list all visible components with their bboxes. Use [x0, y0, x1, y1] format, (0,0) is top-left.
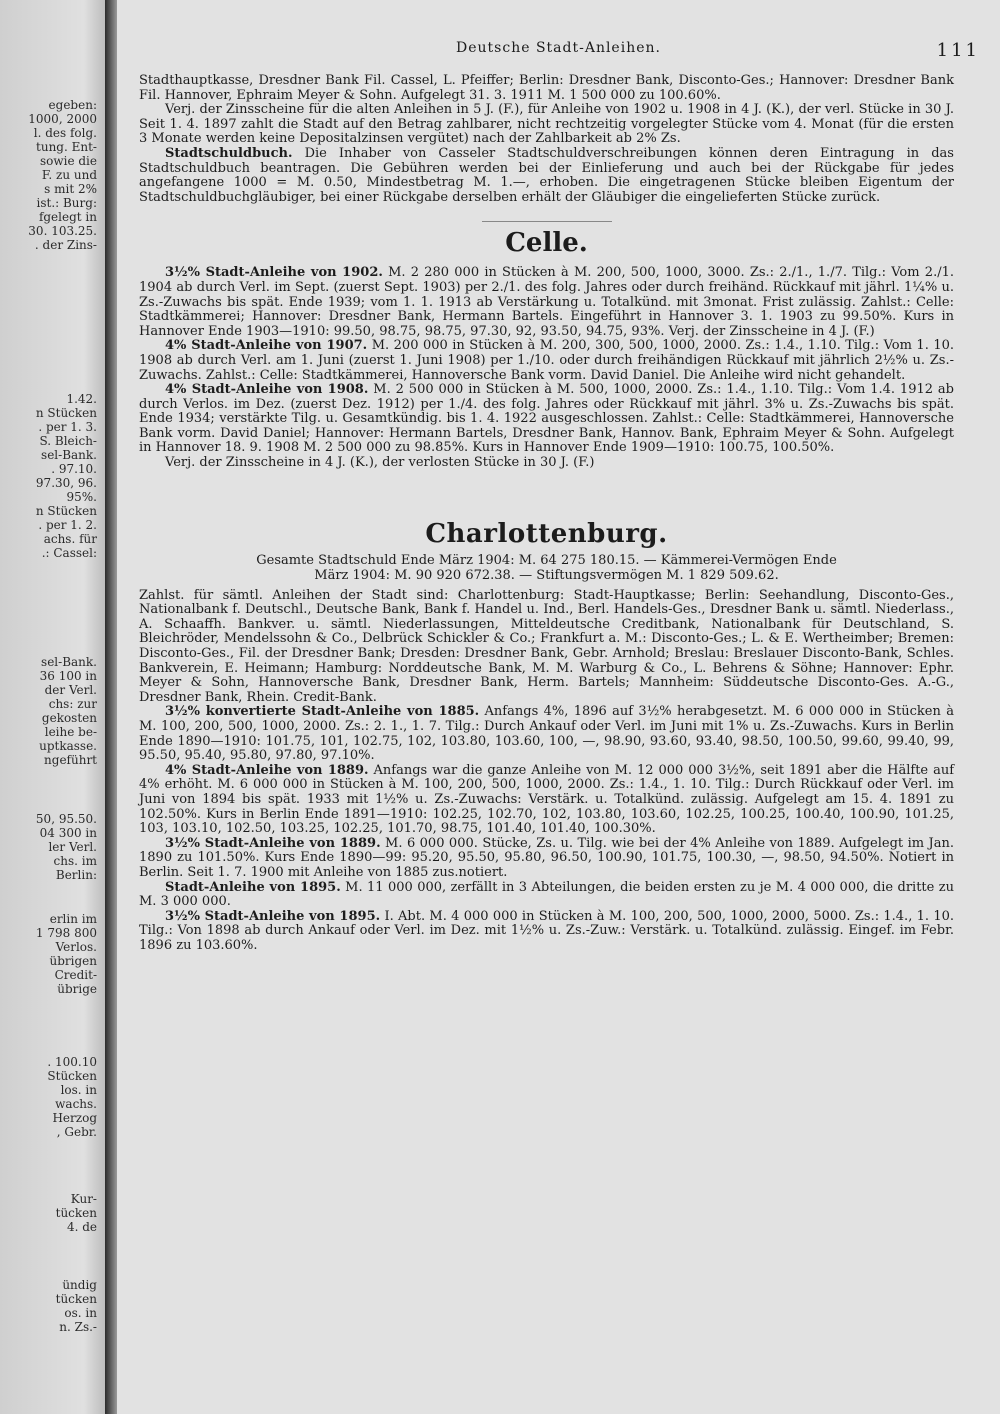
loan-entry — [139, 339, 954, 383]
margin-fragment: übrigen — [49, 954, 97, 968]
margin-fragment: 50, 95.50. — [35, 812, 97, 826]
margin-fragment: Herzog — [52, 1111, 97, 1125]
margin-fragment: 1000, 2000 — [28, 112, 97, 126]
loan-text: M. 200 000 in Stücken à M. 200, 300, 500, 1000, 2000. Zs.: 1.4., 1.10. Tilg.: Vom 1. 10. 1908 ab durch Verl. am 1. Juni (zuerst 1. Juni 1908) per 1./10. oder durch freihändigen Rückkauf mit jährlich 2½% u. Zs.-Zuwachs. Zahlst.: Celle: Stadtkämmerei, Hannoversche Bank vorm. David Daniel. Die Anleihe wird nicht gehandelt. — [139, 338, 955, 383]
loan-label: 3½% Stadt-Anleihe von 1889. — [165, 835, 381, 851]
section-divider — [482, 221, 612, 222]
margin-fragment: os. in — [64, 1306, 97, 1320]
margin-fragment: n. Zs.- — [59, 1320, 97, 1334]
loan-text: Anfangs 4%, 1896 auf 3½% herabgesetzt. M. 6 000 000 in Stücken à M. 100, 200, 500, 1000, 2000. Zs.: 2. 1., 1. 7. Tilg.: Durch Ankauf oder Verl. im Juni mit 1% u. Zs.-Zuwachs. Kurs in Berlin Ende 1890—1910: 101.75, 101, 102.75, 102, 103.80, 103.60, 100, —, 98.90, 93.60, 93.40, 98.50, 100.50, 99.60, 99.40, 99, 95.50, 95.40, 95.80, 97.80, 97.10%. — [139, 704, 954, 764]
margin-fragment: 4. de — [66, 1220, 97, 1234]
margin-fragment: ündig — [62, 1278, 97, 1292]
margin-fragment: . der Zins- — [34, 238, 97, 252]
loan-entry — [139, 383, 954, 456]
margin-fragment: sel-Bank. — [41, 655, 97, 669]
margin-fragment: ler Verl. — [48, 840, 97, 854]
zahlstellen-paragraph: Zahlst. für sämtl. Anleihen der Stadt sind: Charlottenburg: Stadt-Hauptkasse; Berlin: Seehandlung, Disconto-Ges., Nationalbank f. Deutschl., Deutsche Bank, Bank f. Handel u. Ind., Berl. Handels-Ges., Dresdner Bank u. sämtl. Niederlass., A. Schaaffh. Bankver. u. sämtl. Niederlassungen, Mitteldeutsche Creditbank, Nationalbank für Deutschland, S. Bleichröder, Mendelssohn & Co., Delbrück Schickler & Co.; Frankfurt a. M.: Disconto-Ges.; L. & E. Wertheimber; Bremen: Disconto-Ges., Fil. der Dresdner Bank; Dresden: Dresdner Bank, Gebr. Arnhold; Breslau: Breslauer Disconto-Bank, Schles. Bankverein, E. Heimann; Hamburg: Norddeutsche Bank, M. M. Warburg & Co., L. Behrens & Söhne; Hannover: Ephr. Meyer & Sohn, Hannoversche Bank, Dresdner Bank, Herm. Bartels; Mannheim: Süddeutsche Disconto-Ges. A.-G., Dresdner Bank, Rhein. Credit-Bank. — [139, 587, 954, 705]
cassel-verjaehrung-paragraph: Verj. der Zinsscheine für die alten Anleihen in 5 J. (F.), für Anleihe von 1902 u. 1908 in 4 J. (K.), der verl. Stücke in 30 J. Seit 1. 4. 1897 zahlt die Stadt auf den Betrag zahlbarer, nicht rechtzeitig vorgelegter Stücke vom 4. Monat (für die ersten 3 Monate werden keine Depositalzinsen vergütet) nach der Zahlbarkeit ab 2% Zs. — [139, 102, 954, 147]
loan-text: M. 11 000 000, zerfällt in 3 Abteilungen, die beiden ersten zu je M. 4 000 000, die dritte zu M. 3 000 000. — [139, 879, 954, 910]
section-title-celle: Celle. — [505, 228, 588, 259]
loan-entry — [139, 881, 954, 910]
stadtschuldbuch-label: Stadtschuldbuch. — [165, 145, 293, 161]
stadtschuldbuch-paragraph — [139, 147, 954, 205]
margin-fragment: tung. Ent- — [36, 140, 97, 154]
margin-fragment: Berlin: — [55, 868, 97, 882]
margin-fragment: gekosten — [41, 711, 97, 725]
margin-fragment: tücken — [55, 1206, 97, 1220]
margin-fragment: 95%. — [66, 490, 97, 504]
loan-label: Stadt-Anleihe von 1895. — [165, 879, 341, 895]
margin-fragment: sowie die — [39, 154, 97, 168]
margin-fragment: fgelegt in — [38, 210, 97, 224]
margin-fragment: der Verl. — [44, 683, 97, 697]
margin-fragment: 30. 103.25. — [28, 224, 97, 238]
margin-fragment: los. in — [60, 1083, 97, 1097]
margin-fragment: uptkasse. — [39, 739, 97, 753]
margin-fragment: ngeführt — [44, 753, 97, 767]
margin-fragment: n Stücken — [35, 504, 97, 518]
stadtschuldbuch-text: Die Inhaber von Casseler Stadtschuldverschreibungen können deren Eintragung in das Stadtschuldbuch beantragen. Die Gebühren werden bei der Einlieferung und auch bei der Rückgabe für jedes angefangene 1000 = M. 0.50, Mindestbetrag M. 1.—, erhoben. Die eingetragenen Stücke bleiben Eigentum der Stadtschuldbuchgläubiger, bei einer Rückgabe derselben erhält der Gläubiger die eingelieferten Stücke zurück. — [139, 145, 954, 205]
loan-label: 3½% Stadt-Anleihe von 1895. — [165, 908, 381, 924]
loan-entry — [139, 764, 954, 837]
section-title-charlottenburg: Charlottenburg. — [425, 518, 668, 549]
margin-fragment: tücken — [55, 1292, 97, 1306]
loan-entry — [139, 910, 954, 954]
summary-line: Gesamte Stadtschuld Ende März 1904: M. 64 275 180.15. — Kämmerei-Vermögen Ende — [256, 552, 837, 568]
margin-fragment: 36 100 in — [39, 669, 97, 683]
loan-text: M. 6 000 000. Stücke, Zs. u. Tilg. wie bei der 4% Anleihe von 1889. Aufgelegt im Jan. 1890 zu 101.50%. Kurs Ende 1890—99: 95.20, 95.50, 95.80, 96.50, 100.90, 101.75, 100.30, —, 98.50, 94.50%. Notiert in Berlin. Seit 1. 7. 1900 mit Anleihe von 1885 zus.notiert. — [139, 835, 954, 880]
margin-fragment: Stücken — [47, 1069, 97, 1083]
margin-fragment: Verlos. — [55, 940, 97, 954]
charlottenburg-summary — [139, 553, 954, 583]
margin-fragment: achs. für — [43, 532, 97, 546]
margin-fragment: egeben: — [48, 98, 97, 112]
loan-entry — [139, 837, 954, 881]
binding-fold — [105, 0, 117, 1414]
margin-fragment: F. zu und — [41, 168, 97, 182]
loan-entry — [139, 705, 954, 763]
margin-fragment: S. Bleich- — [39, 434, 97, 448]
loan-label: 3½% konvertierte Stadt-Anleihe von 1885. — [165, 704, 480, 720]
loan-text: M. 2 280 000 in Stücken à M. 200, 500, 1000, 3000. Zs.: 2./1., 1./7. Tilg.: Vom 2./1. 1904 ab durch Verl. im Sept. (zuerst Sept. 1903) per 2./1. des folg. Jahres oder durch freihänd. Rückkauf mit jährl. 1¼% u. Zs.-Zuwachs bis spät. Ende 1939; vom 1. 1. 1913 ab Verstärkung u. Totalkünd. mit 3monat. Frist zulässig. Zahlst.: Celle: Stadtkämmerei; Hannover: Dresdner Bank, Hermann Bartels. Eingeführt in Hannover 3. 1. 1903 zu 99.50%. Kurs in Hannover Ende 1903—1910: 99.50, 98.75, 98.75, 97.30, 92, 93.50, 94.75, 93%. Verj. der Zinsscheine in 4 J. (F.) — [139, 265, 954, 339]
margin-fragment: .: Cassel: — [41, 546, 97, 560]
loan-label: 4% Stadt-Anleihe von 1907. — [165, 338, 368, 354]
running-head: Deutsche Stadt-Anleihen. — [456, 40, 661, 56]
loan-entry — [139, 266, 954, 339]
margin-fragment: 97.30, 96. — [35, 476, 97, 490]
margin-fragment: sel-Bank. — [41, 448, 97, 462]
loan-label: 3½% Stadt-Anleihe von 1902. — [165, 265, 383, 281]
previous-page-margin — [0, 0, 105, 1414]
margin-fragment: . per 1. 3. — [38, 420, 97, 434]
margin-fragment: 1.42. — [66, 392, 97, 406]
loan-text: I. Abt. M. 4 000 000 in Stücken à M. 100, 200, 500, 1000, 2000, 5000. Zs.: 1.4., 1. 10. Tilg.: Von 1898 ab durch Ankauf oder Verl. im Dez. mit 1½% u. Zs.-Zuw.: Verstärk. u. Totalkünd. zulässig. Eingef. im Febr. 1896 zu 103.60%. — [139, 908, 954, 953]
margin-fragment: erlin im — [49, 912, 97, 926]
margin-fragment: 04 300 in — [39, 826, 97, 840]
margin-fragment: chs. im — [53, 854, 97, 868]
margin-fragment: übrige — [57, 982, 97, 996]
loan-label: 4% Stadt-Anleihe von 1889. — [165, 762, 369, 778]
loan-label: 4% Stadt-Anleihe von 1908. — [165, 382, 369, 398]
margin-fragment: chs: zur — [48, 697, 97, 711]
celle-verjaehrung: Verj. der Zinsscheine in 4 J. (K.), der verlosten Stücke in 30 J. (F.) — [165, 455, 595, 471]
margin-fragment: n Stücken — [35, 406, 97, 420]
margin-fragment: s mit 2% — [44, 182, 97, 196]
loan-text: Anfangs war die ganze Anleihe von M. 12 000 000 3½%, seit 1891 aber die Hälfte auf 4% erhöht. M. 6 000 000 in Stücken à M. 100, 200, 500, 1000, 2000. Zs.: 1.4., 1. 10. Tilg.: Durch Rückkauf oder Verl. im Juni von 1894 bis spät. 1933 mit 1½% u. Zs.-Zuwachs: Verstärk. u. Totalkünd. zulässig. Aufgelegt am 15. 4. 1891 zu 102.50%. Kurs in Berlin Ende 1891—1910: 102.25, 102.70, 102, 103.80, 103.60, 102.25, 100.25, 100.40, 100.90, 101.25, 103, 103.10, 102.50, 103.25, 102.25, 101.70, 98.75, 101.40, 101.40, 100.30%. — [139, 762, 955, 837]
margin-fragment: . 97.10. — [51, 462, 97, 476]
margin-fragment: wachs. — [55, 1097, 97, 1111]
cassel-continuation-paragraph: Stadthauptkasse, Dresdner Bank Fil. Cassel, L. Pfeiffer; Berlin: Dresdner Bank, Disconto-Ges.; Hannover: Dresdner Bank Fil. Hannover, Ephraim Meyer & Sohn. Aufgelegt 31. 3. 1911 M. 1 500 000 zu 100.60%. — [139, 73, 954, 103]
margin-fragment: l. des folg. — [33, 126, 97, 140]
margin-fragment: ist.: Burg: — [36, 196, 97, 210]
text-column — [139, 74, 954, 954]
loan-text: M. 2 500 000 in Stücken à M. 500, 1000, 2000. Zs.: 1.4., 1.10. Tilg.: Vom 1.4. 1912 ab durch Verlos. im Dez. (zuerst Dez. 1912) per 1./4. des folg. Jahres oder Rückkauf mit jährl. 3% u. Zs.-Zuwachs bis spät. Ende 1934; verstärkte Tilg. u. Gesamtkündig. bis 1. 4. 1922 ausgeschlossen. Zahlst.: Celle: Stadtkämmerei, Hannoversche Bank vorm. David Daniel; Hannover: Hermann Bartels, Dresdner Bank, Hannov. Bank, Ephraim Meyer & Sohn. Aufgelegt in Hannover 18. 9. 1908 M. 2 500 000 zu 98.85%. Kurs in Hannover Ende 1909—1910: 100.75, 100.50%. — [139, 382, 954, 456]
book-page — [117, 0, 1000, 1414]
summary-line: März 1904: M. 90 920 672.38. — Stiftungsvermögen M. 1 829 509.62. — [314, 567, 779, 583]
page-number: 111 — [936, 40, 980, 61]
margin-fragment: , Gebr. — [56, 1125, 97, 1139]
margin-fragment: . per 1. 2. — [38, 518, 97, 532]
margin-fragment: Kur- — [70, 1192, 97, 1206]
margin-fragment: leihe be- — [44, 725, 97, 739]
margin-fragment: 1 798 800 — [35, 926, 97, 940]
margin-fragment: Credit- — [54, 968, 97, 982]
margin-fragment: . 100.10 — [47, 1055, 97, 1069]
